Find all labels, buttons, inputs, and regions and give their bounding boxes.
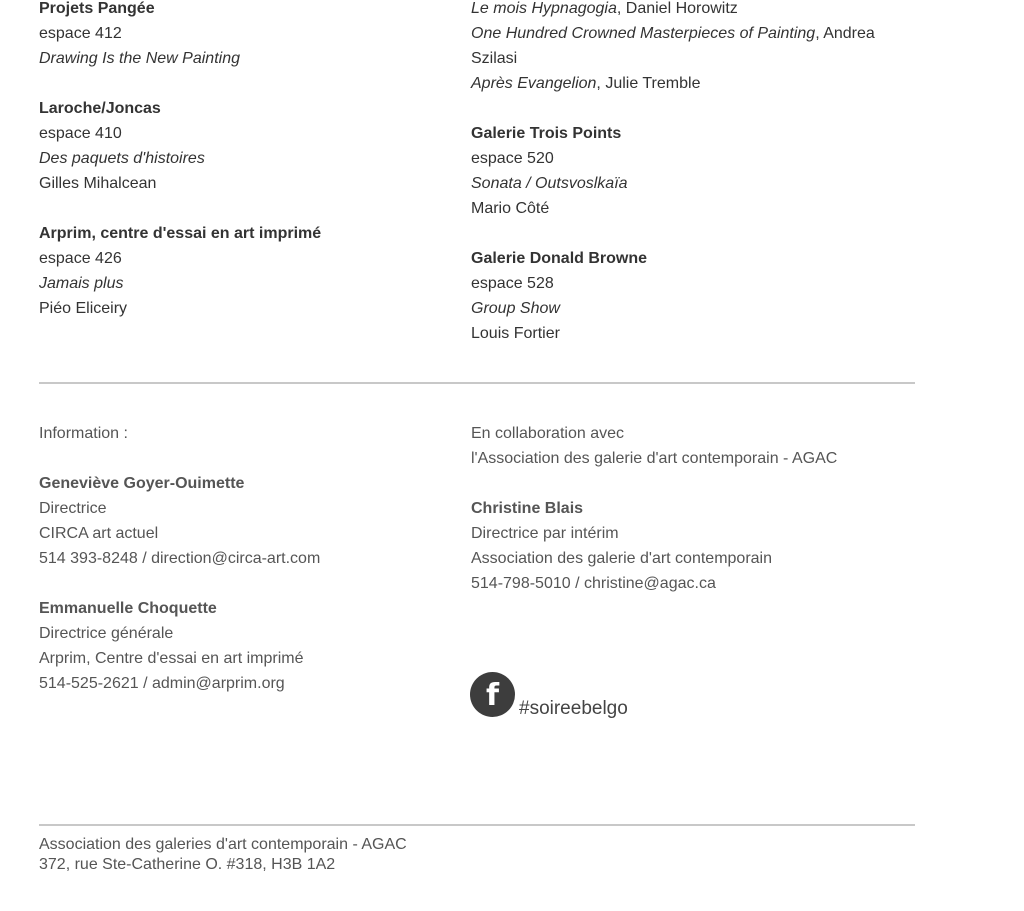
exhibition-title: Le mois Hypnagogia (471, 0, 617, 17)
exhibition-title: Drawing Is the New Painting (39, 50, 240, 67)
contact-details[interactable]: 514 393-8248 / direction@circa-art.com (39, 550, 321, 567)
gallery-name: Projets Pangée (39, 0, 155, 17)
exhibition-entry (471, 71, 911, 96)
hashtag: #soireebelgo (519, 698, 628, 719)
gallery-name: Laroche/Joncas (39, 100, 161, 117)
space-number: espace 528 (471, 275, 554, 292)
space-number: espace 410 (39, 125, 122, 142)
gallery-name: Galerie Donald Browne (471, 250, 648, 267)
exhibition-laroche-joncas (39, 96, 479, 196)
exhibition-title: Des paquets d'histoires (39, 150, 205, 167)
exhibition-arprim (39, 221, 479, 321)
exhibition-entry (471, 0, 911, 21)
collaboration-label: En collaboration avec (471, 425, 624, 442)
space-number: espace 412 (39, 25, 122, 42)
space-number: espace 520 (471, 150, 554, 167)
contact-org: Association des galerie d'art contemporain (471, 550, 772, 567)
footer-address: 372, rue Ste-Catherine O. #318, H3B 1A2 (39, 856, 336, 873)
exhibition-donald-browne (471, 246, 911, 346)
exhibitions-right-column (471, 0, 911, 346)
contact-details[interactable]: 514-525-2621 / admin@arprim.org (39, 675, 285, 692)
exhibition-title: Group Show (471, 300, 560, 317)
contact-card (471, 496, 911, 596)
contact-name: Geneviève Goyer-Ouimette (39, 475, 245, 492)
contact-name: Christine Blais (471, 500, 584, 517)
artist-name: Piéo Eliceiry (39, 300, 128, 317)
exhibition-title: Jamais plus (39, 275, 124, 292)
contact-role: Directrice (39, 500, 107, 517)
exhibition-trois-points (471, 121, 911, 221)
facebook-icon[interactable]: f (470, 672, 515, 717)
contact-details[interactable]: 514-798-5010 / christine@agac.ca (471, 575, 716, 592)
footer-org: Association des galeries d'art contemporain - AGAC (39, 836, 407, 853)
exhibition-title: Après Evangelion (471, 75, 597, 92)
contact-org: Arprim, Centre d'essai en art imprimé (39, 650, 304, 667)
space-number: espace 426 (39, 250, 122, 267)
artist-name: , Julie Tremble (596, 75, 701, 92)
exhibitions-left-column (39, 0, 479, 321)
artist-name: Gilles Mihalcean (39, 175, 157, 192)
collaboration-partner: l'Association des galerie d'art contemporain - AGAC (471, 450, 838, 467)
information-label: Information : (39, 425, 128, 442)
contact-card (39, 471, 479, 571)
collaboration-column (471, 421, 911, 596)
exhibition-title: One Hundred Crowned Masterpieces of Painting (471, 25, 816, 42)
footer (39, 835, 407, 875)
gallery-name: Galerie Trois Points (471, 125, 622, 142)
contact-role: Directrice générale (39, 625, 174, 642)
exhibition-entry (471, 21, 901, 71)
artist-name: , Andrea Szilasi (471, 25, 875, 67)
footer-divider (39, 824, 915, 826)
contact-name: Emmanuelle Choquette (39, 600, 217, 617)
exhibition-title: Sonata / Outsvoslkaïa (471, 175, 628, 192)
gallery-name: Arprim, centre d'essai en art imprimé (39, 225, 322, 242)
information-column (39, 421, 479, 696)
contact-role: Directrice par intérim (471, 525, 619, 542)
contact-card (39, 596, 479, 696)
contact-org: CIRCA art actuel (39, 525, 159, 542)
artist-name: Louis Fortier (471, 325, 560, 342)
exhibition-projets-pangee (39, 0, 479, 71)
section-divider (39, 382, 915, 384)
artist-name: , Daniel Horowitz (616, 0, 738, 17)
artist-name: Mario Côté (471, 200, 550, 217)
